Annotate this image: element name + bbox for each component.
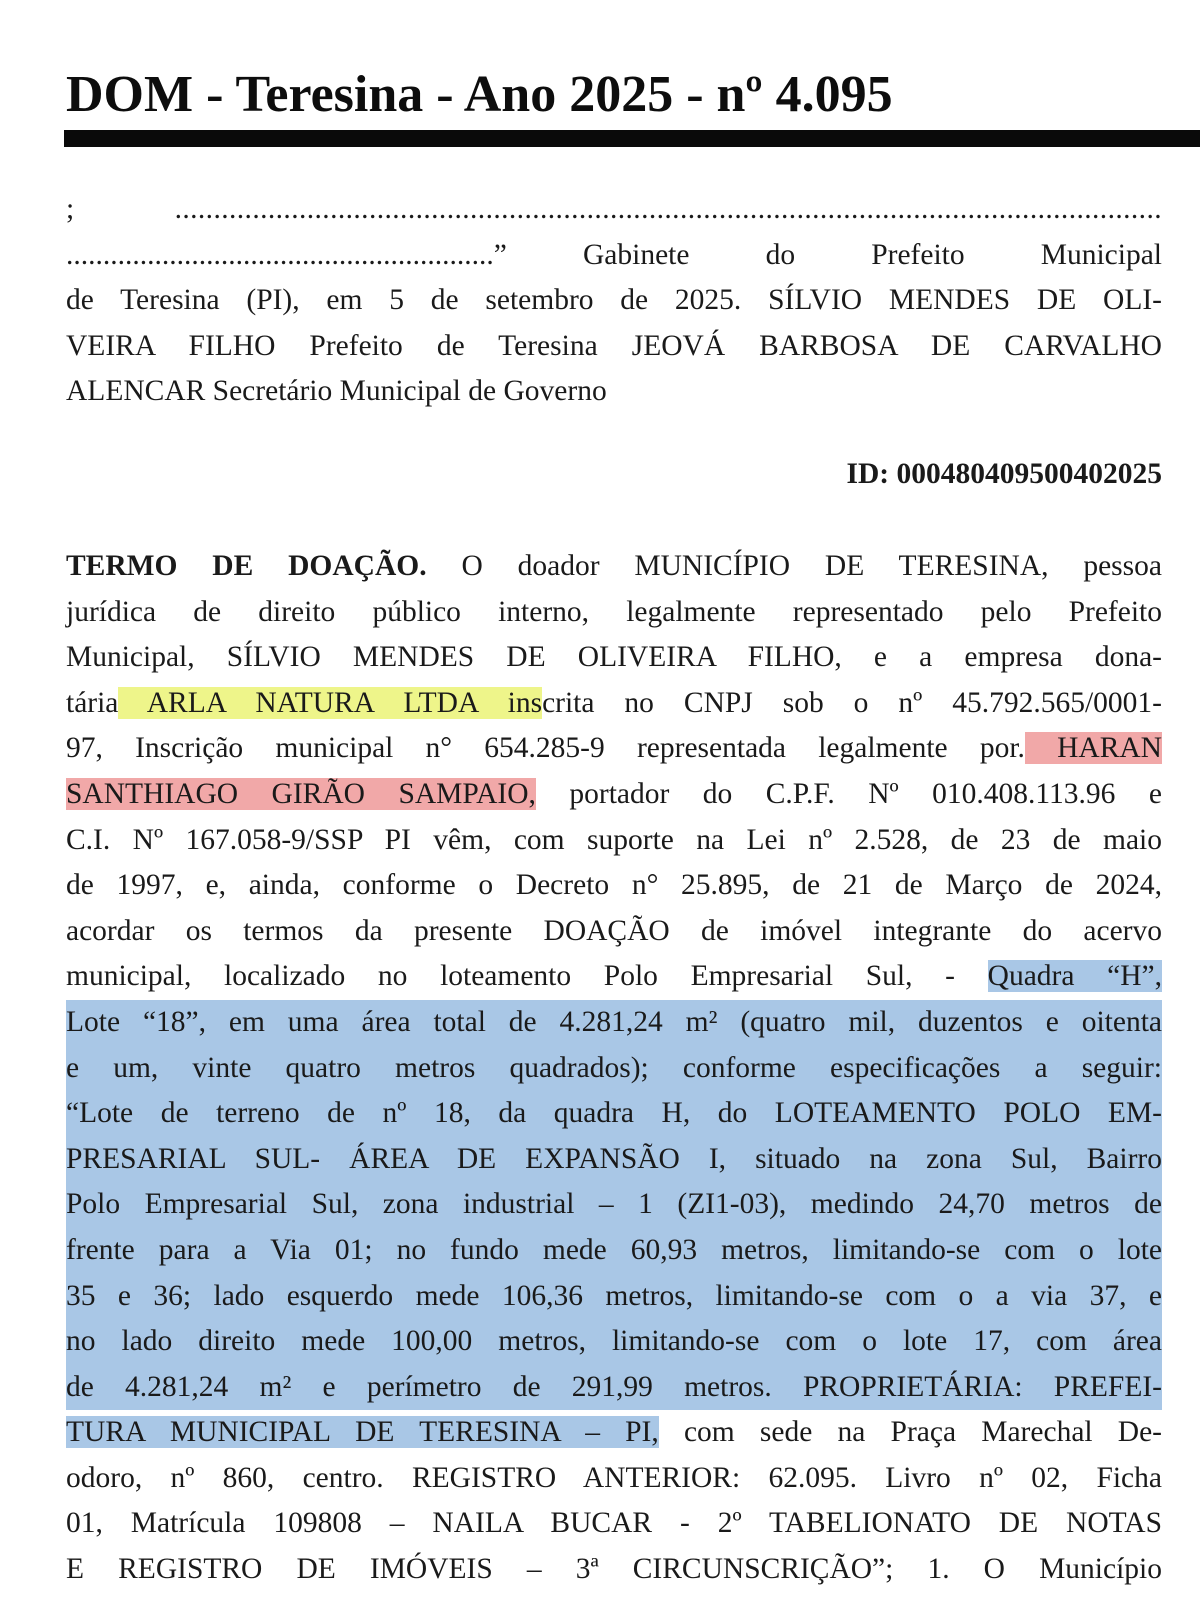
- text-run: 97, Inscrição municipal n° 654.285-9 representada legalmente por.: [66, 732, 1025, 765]
- text-line: Municipal, SÍLVIO MENDES DE OLIVEIRA FILHO, e a empresa dona-: [66, 641, 1162, 674]
- text-line: [66, 726, 1162, 772]
- text-line: [66, 772, 1162, 818]
- text-run: portador do C.P.F. Nº 010.408.113.96 e: [535, 777, 1162, 810]
- text-run: O doador MUNICÍPIO DE TERESINA, pessoa: [426, 550, 1162, 582]
- highlight-property-description: TURA MUNICIPAL DE TERESINA – PI,: [66, 1416, 659, 1449]
- text-run: tária: [66, 686, 119, 719]
- highlight-property-description: “Lote de terreno de nº 18, da quadra H, do LOTEAMENTO POLO EM-: [66, 1091, 1162, 1137]
- text-line: [66, 954, 1162, 1000]
- text-line: [66, 1410, 1162, 1456]
- highlight-property-description: Lote “18”, em uma área total de 4.281,24 m² (quatro mil, duzentos e oitenta: [66, 1000, 1162, 1046]
- text-line: ; ...............................................................................................................................: [66, 193, 1162, 225]
- section-heading: TERMO DE DOAÇÃO.: [66, 550, 427, 582]
- highlight-property-description: e um, vinte quatro metros quadrados); conforme especificações a seguir:: [66, 1046, 1162, 1092]
- text-line: 01, Matrícula 109808 – NAILA BUCAR - 2º TABELIONATO DE NOTAS: [66, 1507, 1162, 1540]
- text-line: acordar os termos da presente DOAÇÃO de imóvel integrante do acervo: [66, 914, 1162, 947]
- highlight-property-description: 35 e 36; lado esquerdo mede 106,36 metros, limitando-se com o a via 37, e: [66, 1274, 1162, 1320]
- text-line: ..........................................................” Gabinete do Prefeito Municipal: [66, 238, 1162, 271]
- text-line: ALENCAR Secretário Municipal de Governo: [66, 375, 607, 408]
- text-run: com sede na Praça Marechal De-: [658, 1416, 1163, 1449]
- highlight-property-description: Quadra “H”,: [987, 960, 1162, 993]
- highlight-company-name: ARLA NATURA LTDA ins: [118, 686, 543, 719]
- text-line: [66, 544, 1162, 590]
- text-run: municipal, localizado no loteamento Polo Empresarial Sul, -: [66, 960, 988, 993]
- text-line: odoro, nº 860, centro. REGISTRO ANTERIOR: 62.095. Livro nº 02, Ficha: [66, 1461, 1162, 1494]
- highlight-property-description: no lado direito mede 100,00 metros, limitando-se com o lote 17, com área: [66, 1319, 1162, 1365]
- text-line: de 1997, e, ainda, conforme o Decreto n° 25.895, de 21 de Março de 2024,: [66, 869, 1162, 902]
- text-run: crita no CNPJ sob o nº 45.792.565/0001-: [542, 686, 1162, 719]
- text-line: de Teresina (PI), em 5 de setembro de 2025. SÍLVIO MENDES DE OLI-: [66, 284, 1162, 317]
- text-line: C.I. Nº 167.058-9/SSP PI vêm, com suporte na Lei nº 2.528, de 23 de maio: [66, 823, 1162, 856]
- previous-act-paragraph: [66, 187, 1162, 415]
- header-rule: [64, 130, 1200, 147]
- highlight-property-description: Polo Empresarial Sul, zona industrial – 1 (ZI1-03), medindo 24,70 metros de: [66, 1182, 1162, 1228]
- highlight-property-description: PRESARIAL SUL- ÁREA DE EXPANSÃO I, situado na zona Sul, Bairro: [66, 1137, 1162, 1183]
- highlight-representative-name: HARAN: [1024, 732, 1162, 765]
- text-line: [66, 681, 1162, 727]
- termo-doacao-paragraph: [66, 544, 1162, 1593]
- text-line: jurídica de direito público interno, legalmente representado pelo Prefeito: [66, 595, 1162, 628]
- document-id: ID: 000480409500402025: [846, 458, 1162, 490]
- highlight-representative-name: SANTHIAGO GIRÃO SAMPAIO,: [66, 777, 536, 810]
- page-title: DOM - Teresina - Ano 2025 - nº 4.095: [66, 66, 893, 123]
- highlight-property-description: frente para a Via 01; no fundo mede 60,93 metros, limitando-se com o lote: [66, 1228, 1162, 1274]
- text-line: E REGISTRO DE IMÓVEIS – 3ª CIRCUNSCRIÇÃO”; 1. O Município: [66, 1553, 1162, 1586]
- text-line: VEIRA FILHO Prefeito de Teresina JEOVÁ BARBOSA DE CARVALHO: [66, 329, 1162, 362]
- highlight-property-description: de 4.281,24 m² e perímetro de 291,99 metros. PROPRIETÁRIA: PREFEI-: [66, 1365, 1162, 1411]
